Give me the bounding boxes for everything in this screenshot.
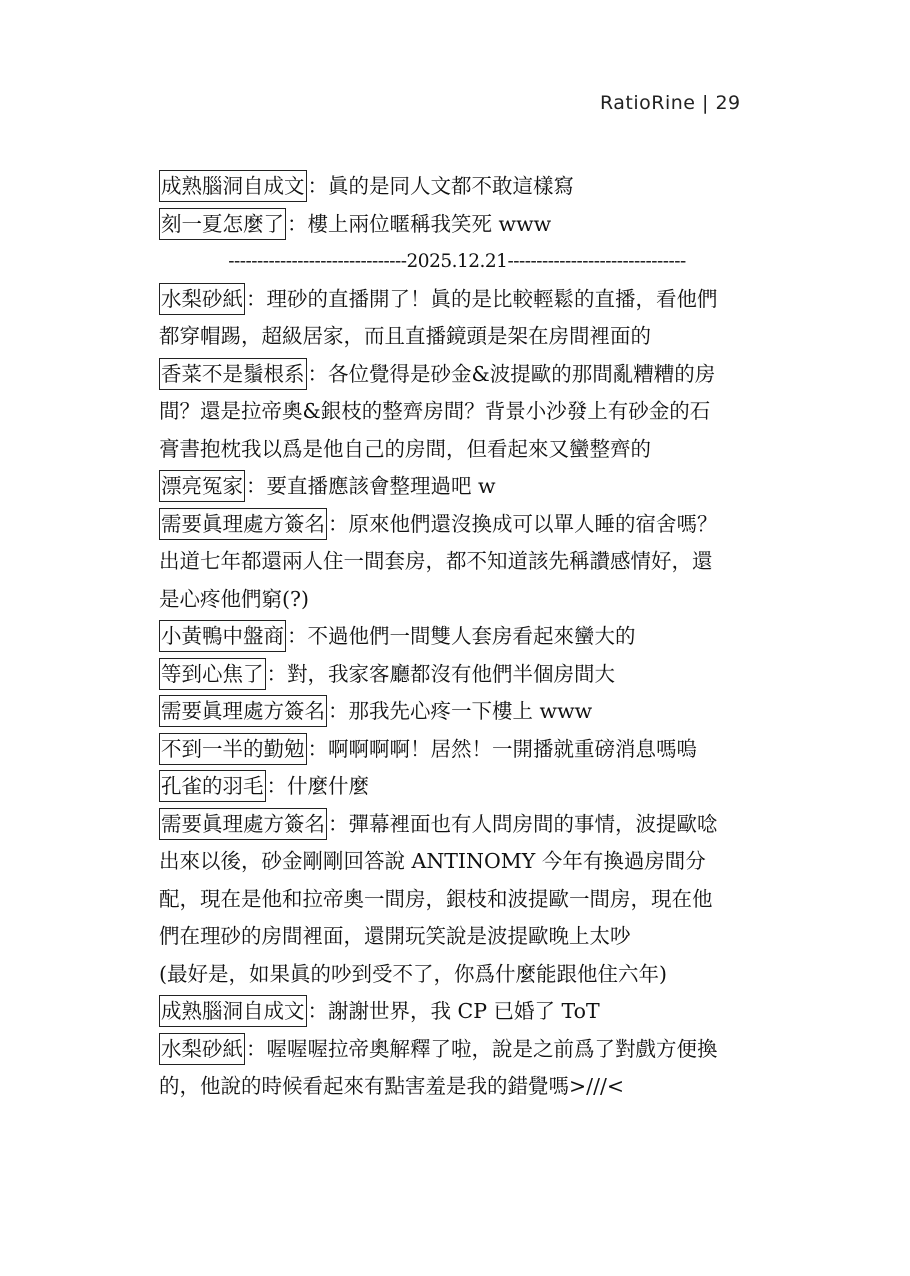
comment-text: ：謝謝世界，我 CP 已婚了 ToT: [307, 999, 600, 1023]
commenter-name: 小黃鴨中盤商: [159, 620, 286, 652]
commenter-name: 需要眞理處方簽名: [159, 808, 327, 840]
comment-continuation: 是心疼他們窮(?): [159, 586, 309, 611]
commenter-name: 需要眞理處方簽名: [159, 508, 327, 540]
comment: [159, 693, 755, 731]
commenter-name: 不到一半的勤勉: [159, 733, 307, 765]
comment: [159, 168, 755, 206]
comment: [159, 731, 755, 769]
commenter-name: 香菜不是鬚根系: [159, 358, 307, 390]
commenter-name: 成熟腦洞自成文: [159, 995, 307, 1027]
commenter-name: 需要眞理處方簽名: [159, 695, 327, 727]
comment-text: ：對，我家客廳都沒有他們半個房間大: [266, 661, 615, 686]
date-divider: -------------------------------2025.12.21-------------------------------: [228, 251, 686, 272]
comment-continuation: (最好是，如果眞的吵到受不了，你爲什麼能跟他住六年): [159, 961, 667, 986]
comment-text: ：眞的是同人文都不敢這樣寫: [307, 174, 574, 198]
comment: [159, 656, 755, 694]
comment-continuation: 都穿帽踢，超級居家，而且直播鏡頭是架在房間裡面的: [159, 324, 651, 348]
comment-text: ：原來他們還沒換成可以單人睡的宿舍嗎？: [328, 511, 718, 536]
comment-continuation: 們在理砂的房間裡面，還開玩笑說是波提歐晚上太吵: [159, 924, 631, 948]
comment-continuation: 的，他說的時候看起來有點害羞是我的錯覺嗎>///<: [159, 1074, 625, 1098]
comment-text: ：理砂的直播開了！眞的是比較輕鬆的直播，看他們: [246, 286, 718, 311]
comment: [159, 768, 755, 806]
commenter-name: 刻一夏怎麼了: [159, 208, 286, 240]
comment: [159, 1031, 755, 1069]
comment-text: ：各位覺得是砂金&波提歐的那間亂糟糟的房: [307, 361, 716, 386]
comment-continuation: 間？還是拉帝奧&銀枝的整齊房間？背景小沙發上有砂金的石: [159, 399, 711, 423]
comment-text: ：要直播應該會整理過吧 w: [246, 474, 496, 498]
comment-text: ：不過他們一間雙人套房看起來蠻大的: [287, 624, 636, 648]
commenter-name: 水梨砂紙: [159, 1033, 245, 1065]
comment: [159, 281, 755, 319]
comment-text: ：喔喔喔拉帝奧解釋了啦，說是之前爲了對戲方便換: [246, 1036, 718, 1061]
comment: [159, 468, 755, 506]
comment: [159, 206, 755, 244]
comment-text: ：什麼什麼: [266, 774, 369, 798]
commenter-name: 等到心焦了: [159, 658, 266, 690]
comment-text: ：啊啊啊啊！居然！一開播就重磅消息嗎嗚: [307, 736, 697, 761]
comment-continuation: 膏書抱枕我以爲是他自己的房間，但看起來又蠻整齊的: [159, 436, 651, 461]
comment: [159, 356, 755, 394]
comment-continuation: 出道七年都還兩人住一間套房，都不知道該先稱讚感情好，還: [159, 549, 713, 573]
comment: [159, 993, 755, 1031]
comment: [159, 806, 755, 844]
comment-text: ：彈幕裡面也有人問房間的事情，波提歐唸: [328, 811, 718, 836]
comment: [159, 506, 755, 544]
comment-text: ：樓上兩位暱稱我笑死 www: [287, 211, 552, 236]
comment-continuation: 配，現在是他和拉帝奧一間房，銀枝和波提歐一間房，現在他: [159, 886, 713, 911]
commenter-name: 水梨砂紙: [159, 283, 245, 315]
comment-list: [159, 281, 755, 1106]
page-header: RatioRine | 29: [600, 92, 741, 114]
commenter-name: 成熟腦洞自成文: [159, 170, 307, 202]
comment-text: ：那我先心疼一下樓上 www: [328, 699, 593, 723]
comment: [159, 618, 755, 656]
commenter-name: 孔雀的羽毛: [159, 770, 266, 802]
comment-continuation: 出來以後，砂金剛剛回答說 ANTINOMY 今年有換過房間分: [159, 849, 706, 873]
commenter-name: 漂亮冤家: [159, 470, 245, 502]
chat-log: [159, 168, 755, 1106]
